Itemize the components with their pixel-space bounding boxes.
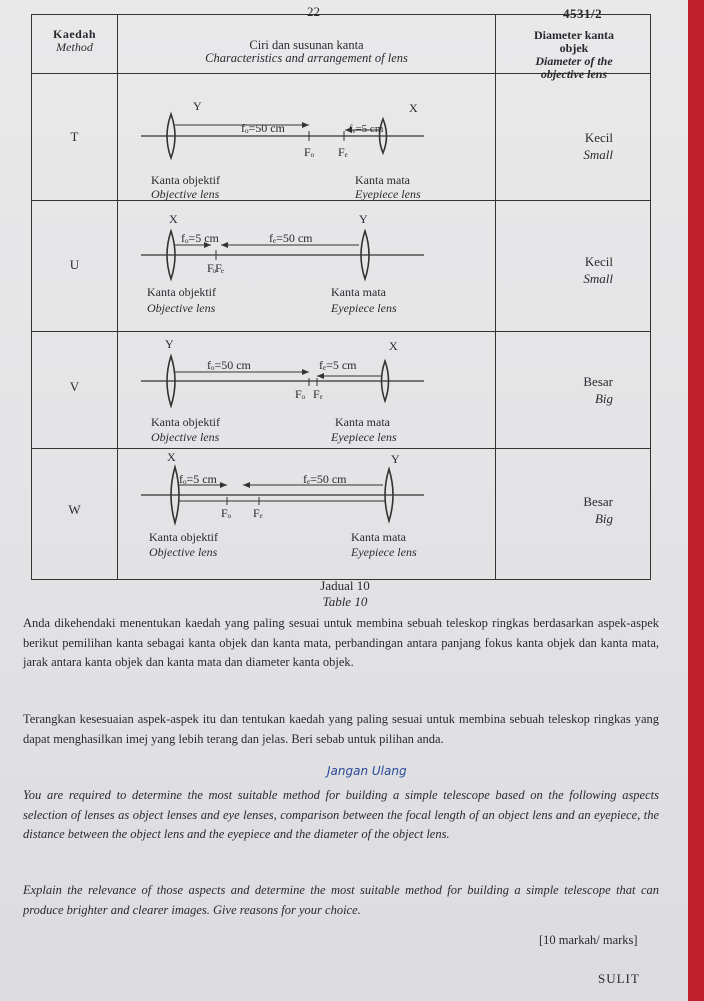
focal-point: Fₑ xyxy=(338,145,348,159)
focal-point: Fₒ xyxy=(221,506,232,520)
lens-name: Objective lens xyxy=(147,301,216,315)
lens-name: Kanta mata xyxy=(355,173,410,187)
lens-letter: Y xyxy=(165,337,174,351)
lens-name: Eyepiece lens xyxy=(331,430,397,444)
diameter-value: Besar Big xyxy=(583,374,613,406)
lens-letter: X xyxy=(409,101,418,115)
lens-letter: Y xyxy=(359,212,368,226)
lens-name: Objective lens xyxy=(149,545,218,559)
header-diameter: Diameter kanta objek Diameter of the objective lens xyxy=(533,28,615,81)
header-characteristics: Ciri dan susunan kanta Characteristics and arrangement of lens xyxy=(205,38,408,65)
footer-sulit: SULIT xyxy=(598,971,640,986)
diameter-value: Besar Big xyxy=(583,494,613,526)
lens-name: Eyepiece lens xyxy=(331,301,397,315)
focal-length: fₒ=50 cm xyxy=(241,121,285,135)
lens-name: Kanta mata xyxy=(351,530,406,544)
focal-length: fₒ=5 cm xyxy=(179,472,217,486)
lens-letter: Y xyxy=(391,452,400,466)
table-divider xyxy=(117,15,118,579)
lens-name: Kanta mata xyxy=(331,285,386,299)
question-text-ms: Anda dikehendaki menentukan kaedah yang paling sesuai untuk membina sebuah teleskop ringkas berdasarkan aspek-aspek berikut pemilihan kanta sebagai kanta objek dan kanta mata, perbandingan antara panjang fokus kanta objek dan kanta mata, jarak antara kanta objek dan kanta mata dan diameter kanta objek. xyxy=(23,616,659,669)
header-method: Kaedah Method xyxy=(52,27,96,54)
lens-name: Objective lens xyxy=(151,187,220,201)
lens-name: Kanta objektif xyxy=(151,415,220,429)
focal-point: Fₑ xyxy=(313,387,323,401)
focal-point: Fₑ xyxy=(253,506,263,520)
instruction-text-ms: Terangkan kesesuaian aspek-aspek itu dan tentukan kaedah yang paling sesuai untuk membina sebuah teleskop ringkas yang dapat menghasilkan imej yang lebih terang dan jelas. Beri sebab untuk pilihan anda. xyxy=(23,712,659,746)
question-text-en: You are required to determine the most suitable method for building a simple telescope based on the following aspects selection of lenses as object lenses and eye lenses, comparison between the focal length of an object lens and an eyepiece, the distance between the object lens and the eyepiece and the diameter of the object lens. xyxy=(23,788,659,841)
focal-length: fₑ=5 cm xyxy=(349,123,384,135)
lens-diagram-u xyxy=(119,205,494,331)
lens-name: Objective lens xyxy=(151,430,220,444)
lens-name: Kanta mata xyxy=(335,415,390,429)
focal-point: FₒFₑ xyxy=(207,261,223,275)
lens-letter: Y xyxy=(193,99,202,113)
svg-text:Jangan Ulang: Jangan Ulang xyxy=(327,764,407,778)
page-number: 22 xyxy=(307,4,320,19)
lens-letter: X xyxy=(169,212,178,226)
focal-length: fₑ=50 cm xyxy=(269,231,313,245)
method-label: T xyxy=(70,129,79,144)
focal-length: fₑ=50 cm xyxy=(303,472,347,486)
focal-length: fₑ=5 cm xyxy=(319,358,357,372)
lens-diagram-t xyxy=(119,78,494,204)
lens-letter: X xyxy=(389,339,398,353)
lens-diagram-w xyxy=(119,451,494,577)
method-label: U xyxy=(69,257,80,272)
diameter-value: Kecil Small xyxy=(583,254,613,286)
method-label: V xyxy=(69,379,80,394)
instruction-text-en: Explain the relevance of those aspects and determine the most suitable method for building a simple telescope that can produce brighter and clearer images. Give reasons for your choice. xyxy=(23,883,659,917)
background-edge xyxy=(688,0,704,1001)
lens-diagram-v xyxy=(119,336,494,462)
method-label: W xyxy=(68,502,81,517)
focal-length: fₒ=50 cm xyxy=(207,358,251,372)
diameter-value: Kecil Small xyxy=(583,130,613,162)
lens-letter: X xyxy=(167,450,176,464)
lens-name: Kanta objektif xyxy=(151,173,220,187)
lens-name: Eyepiece lens xyxy=(355,187,421,201)
lens-name: Kanta objektif xyxy=(149,530,218,544)
marks-allocation: [10 markah/ marks] xyxy=(539,933,638,947)
focal-length: fₒ=5 cm xyxy=(181,231,219,245)
method-table xyxy=(31,14,651,580)
focal-point: Fₒ xyxy=(304,145,315,159)
handwritten-note xyxy=(325,760,415,780)
table-divider xyxy=(495,15,496,579)
focal-point: Fₒ xyxy=(295,387,306,401)
lens-name: Kanta objektif xyxy=(147,285,216,299)
table-divider xyxy=(32,331,650,332)
lens-name: Eyepiece lens xyxy=(351,545,417,559)
table-caption: Jadual 10 Table 10 xyxy=(320,578,370,609)
paper-code: 4531/2 xyxy=(563,6,603,21)
